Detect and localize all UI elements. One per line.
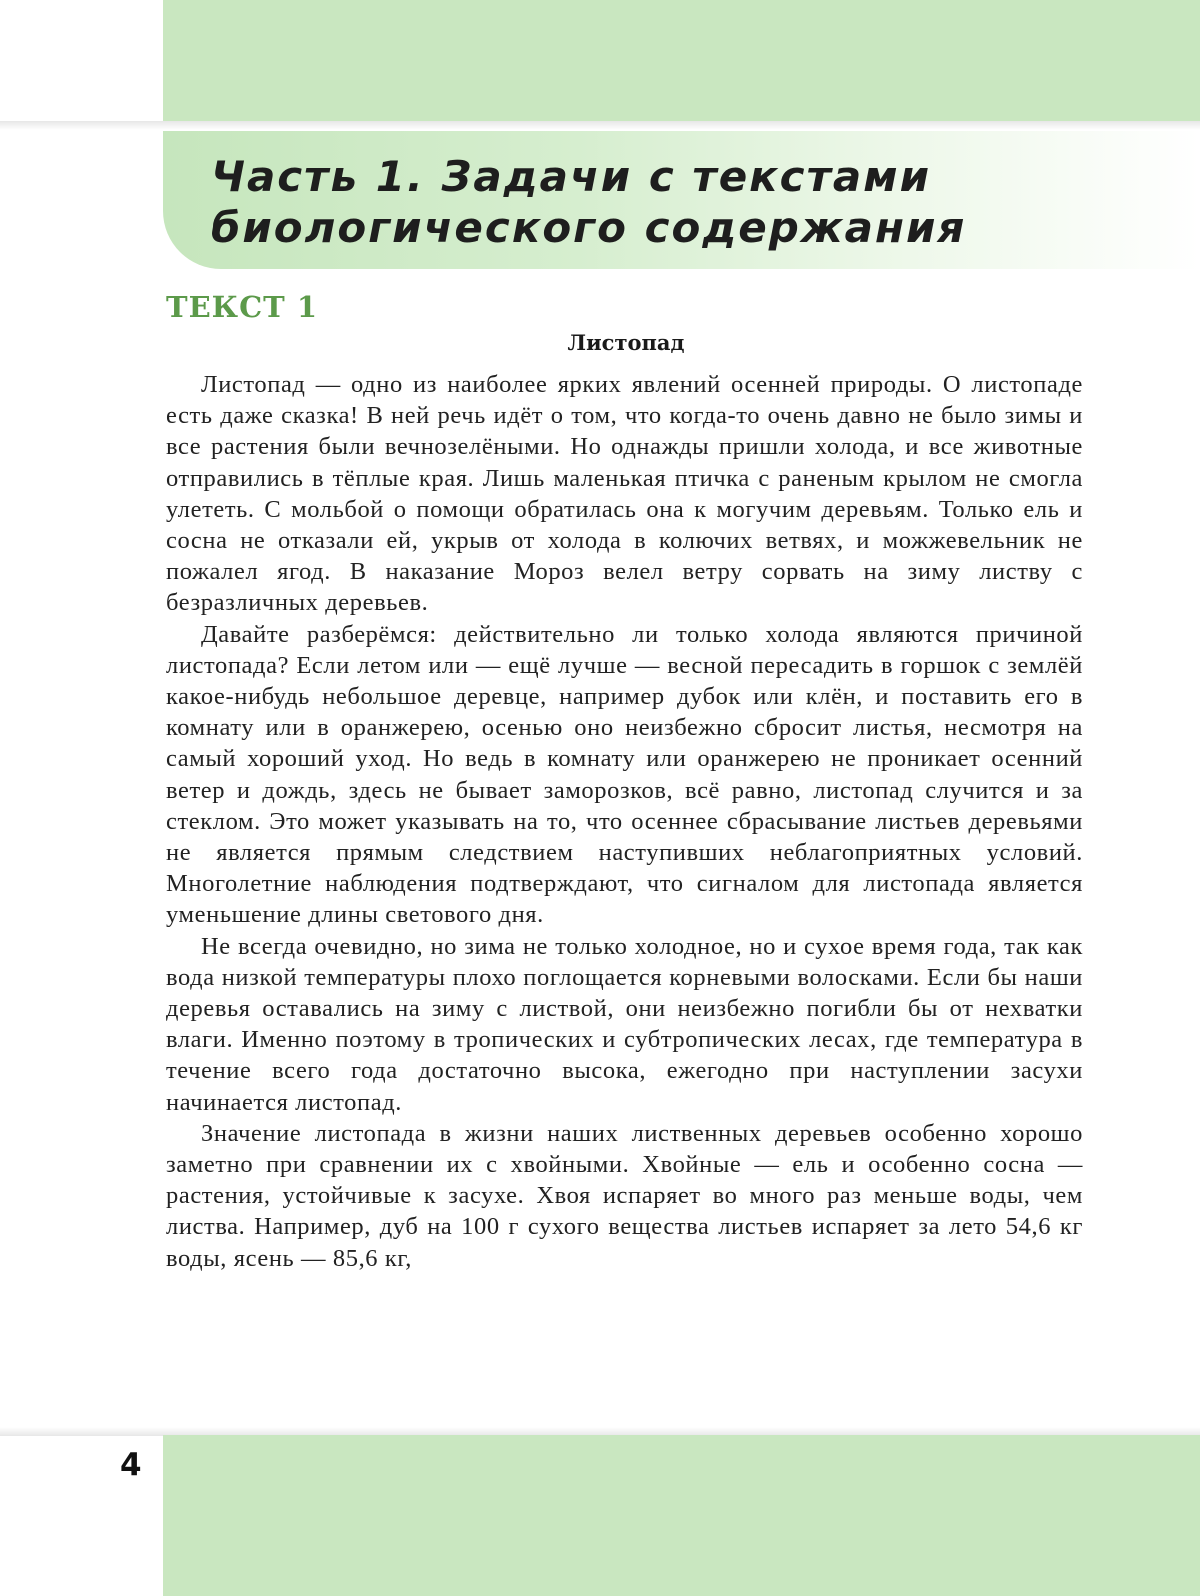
article-paragraph-1: Листопад — одно из наиболее ярких явлений осенней природы. О листопаде есть даже сказка! В ней речь идёт о том, что когда-то очень давно не было зимы и все растения были вечнозелёными. Но однажды пришли холода, и все животные отправились в тёплые края. Лишь маленькая птичка с раненым крылом не смогла улететь. С мольбой о помощи обратилась она к могучим деревьям. Только ель и сосна не отказали ей, укрыв от холода в колючих ветвях, и можжевельник не пожалел ягод. В наказание Мороз велел ветру сорвать на зиму листву с безразличных деревьев.: [166, 371, 1083, 617]
chapter-title-line-1: Часть 1. Задачи с текстами: [211, 152, 932, 201]
section-label: ТЕКСТ 1: [166, 290, 318, 324]
top-band-shadow: [0, 121, 1200, 130]
page-number: 4: [120, 1447, 142, 1483]
bottom-page-band: [163, 1435, 1200, 1596]
article-paragraph-3: Не всегда очевидно, но зима не только холодное, но и сухое время года, так как вода низкой температуры плохо поглощается корневыми волосками. Если бы наши деревья оставались на зиму с листвой, они неизбежно погибли бы от нехватки влаги. Именно поэтому в тропических и субтропических лесах, где температура в течение всего года достаточно высока, ежегодно при наступлении засухи начинается листопад.: [166, 932, 1083, 1116]
top-page-band: [163, 0, 1200, 127]
article-title: Листопад: [567, 330, 685, 355]
chapter-title: [211, 151, 1111, 253]
article-paragraph-2: Давайте разберёмся: действительно ли только холода являются причиной листопада? Если летом или — ещё лучше — весной пересадить в горшок с землёй какое-нибудь небольшое деревце, например дубок или клён, и поставить его в комнату или в оранжерею, осенью оно неизбежно сбросит листья, несмотря на самый хороший уход. Но ведь в комнату или оранжерею не проникает осенний ветер и дождь, здесь не бывает заморозков, всё равно, листопад случится и за стеклом. Это может указывать на то, что осеннее сбрасывание листьев деревьями не является прямым следствием наступивших неблагоприятных условий. Многолетние наблюдения подтверждают, что сигналом для листопада является уменьшение длины светового дня.: [166, 620, 1083, 929]
article-paragraph-4: Значение листопада в жизни наших лиственных деревьев особенно хорошо заметно при сравнении их с хвойными. Хвойные — ель и особенно сосна — растения, устойчивые к засухе. Хвоя испаряет во много раз меньше воды, чем листва. Например, дуб на 100 г сухого вещества листьев испаряет за лето 54,6 кг воды, ясень — 85,6 кг,: [166, 1119, 1083, 1272]
chapter-title-line-2: биологического содержания: [211, 203, 967, 252]
article-body: [166, 369, 1083, 1274]
